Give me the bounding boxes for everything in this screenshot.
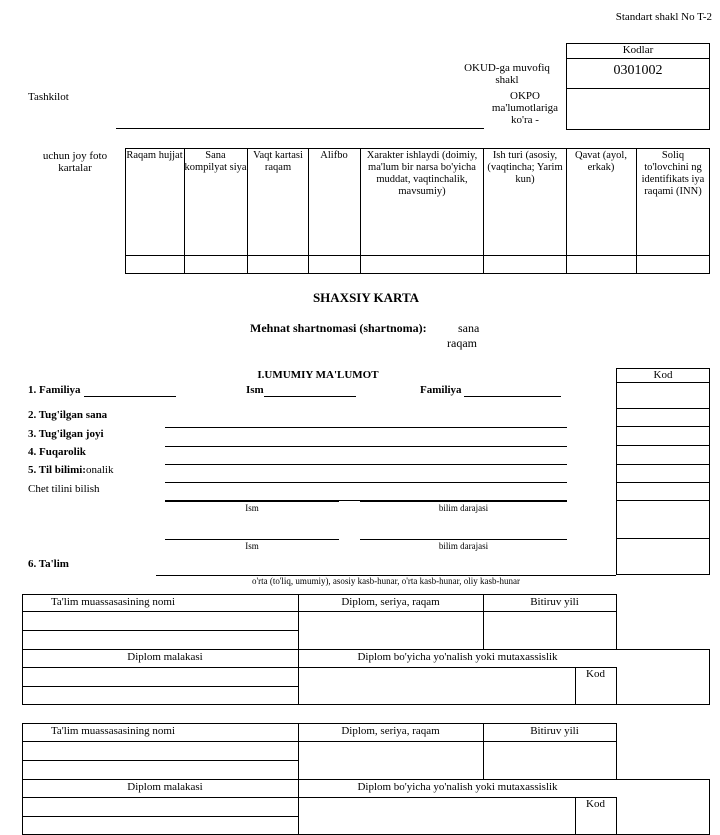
birth-place-label: 3. Tug'ilgan joyi bbox=[28, 428, 104, 440]
header-work-character: Xarakter ishlaydi (doimiy, ma'lum bir narsa bo'yicha muddat, vaqtinchalik, mavsumiy) bbox=[366, 150, 478, 197]
surname-label: 1. Familiya bbox=[28, 384, 81, 396]
standard-form-label: Standart shakl No T-2 bbox=[615, 11, 712, 23]
language-label bbox=[28, 464, 113, 476]
codes-header: Kodlar bbox=[622, 44, 654, 56]
foreign-language-label: Chet tilini bilish bbox=[28, 483, 100, 495]
section1-title: I.UMUMIY MA'LUMOT bbox=[257, 369, 379, 381]
organization-label: Tashkilot bbox=[28, 91, 69, 103]
contract-date-label: sana bbox=[458, 321, 480, 335]
header-gender: Qavat (ayol, erkak) bbox=[575, 150, 627, 173]
surname2-label: Familiya bbox=[420, 384, 462, 396]
contract-number-label: raqam bbox=[447, 336, 477, 350]
edu2-specialty-header: Diplom bo'yicha yo'nalish yoki mutaxassislik bbox=[357, 781, 558, 793]
codes-box bbox=[566, 43, 710, 130]
header-work-type: Ish turi (asosiy, (vaqtincha; Yarim kun) bbox=[487, 150, 563, 185]
language-native-label: onalik bbox=[85, 464, 114, 476]
language-field-line bbox=[165, 464, 567, 465]
first-name-label: Ism bbox=[246, 384, 264, 396]
surname2-field-line bbox=[464, 396, 561, 397]
page-title: SHAXSIY KARTA bbox=[312, 290, 420, 305]
contract-label: Mehnat shartnomasi (shartnoma): bbox=[250, 321, 427, 335]
section1-kod-label: Kod bbox=[653, 369, 673, 381]
citizenship-label: 4. Fuqarolik bbox=[28, 446, 86, 458]
birth-date-label: 2. Tug'ilgan sana bbox=[28, 409, 108, 421]
okpo-label: OKPO ma'lumotlariga ko'ra - bbox=[491, 90, 559, 126]
section1-kod-column bbox=[616, 368, 710, 575]
edu1-qualification-header: Diplom malakasi bbox=[127, 651, 203, 663]
citizenship-field-line bbox=[165, 446, 567, 447]
education-label: 6. Ta'lim bbox=[28, 558, 69, 570]
language-level-caption-2: bilim darajasi bbox=[438, 541, 489, 551]
header-compile-date: Sana kompilyat siya bbox=[184, 150, 247, 173]
edu1-specialty-header: Diplom bo'yicha yo'nalish yoki mutaxassislik bbox=[357, 651, 558, 663]
education-caption: o'rta (to'liq, umumiy), asosiy kasb-hunar, o'rta kasb-hunar, oliy kasb-hunar bbox=[251, 576, 521, 586]
edu2-kod-label: Kod bbox=[586, 798, 605, 810]
language-label-bold: 5. Til bilimi: bbox=[28, 464, 86, 476]
header-timecard-number: Vaqt kartasi raqam bbox=[253, 150, 303, 173]
surname-field-line bbox=[84, 396, 176, 397]
okud-code-value: 0301002 bbox=[613, 63, 663, 78]
okud-label: OKUD-ga muvofiq shakl bbox=[464, 62, 550, 86]
edu1-year-header: Bitiruv yili bbox=[530, 596, 579, 608]
edu2-diploma-header: Diplom, seriya, raqam bbox=[341, 725, 440, 737]
edu1-institution-header: Ta'lim muassasasining nomi bbox=[50, 596, 176, 608]
first-name-field-line bbox=[264, 396, 356, 397]
language-name-caption-1: Ism bbox=[245, 503, 259, 513]
photo-place-label: uchun joy foto kartalar bbox=[42, 150, 108, 174]
header-document-number: Raqam hujjat bbox=[126, 150, 183, 161]
edu2-institution-header: Ta'lim muassasasining nomi bbox=[50, 725, 176, 737]
organization-field-line bbox=[116, 128, 484, 129]
birth-place-field-line bbox=[165, 427, 567, 428]
language-level-caption-1: bilim darajasi bbox=[438, 503, 489, 513]
edu1-diploma-header: Diplom, seriya, raqam bbox=[341, 596, 440, 608]
header-inn: Soliq to'lovchini ng identifikats iya raqami (INN) bbox=[641, 150, 705, 197]
edu1-kod-label: Kod bbox=[586, 668, 605, 680]
edu2-qualification-header: Diplom malakasi bbox=[127, 781, 203, 793]
edu2-year-header: Bitiruv yili bbox=[530, 725, 579, 737]
language-name-caption-2: Ism bbox=[245, 541, 259, 551]
header-alphabet: Alifbo bbox=[320, 150, 348, 161]
